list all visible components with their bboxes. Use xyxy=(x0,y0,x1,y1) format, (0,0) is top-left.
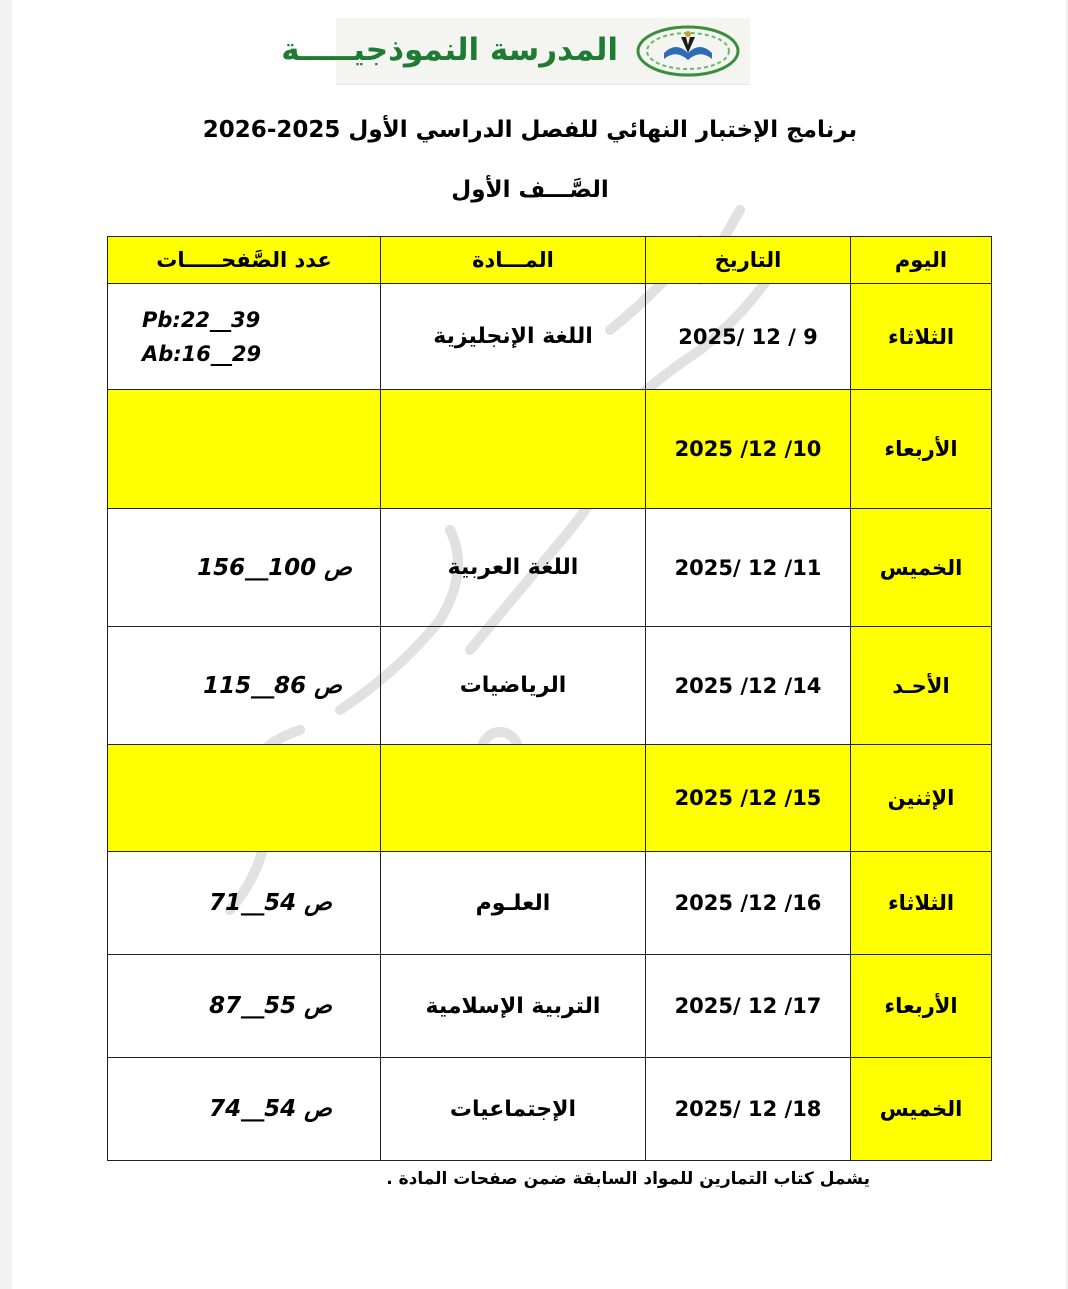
date-cell: 2025/ 12 / 9 xyxy=(646,284,851,390)
day-cell: الخميس xyxy=(851,1058,992,1161)
day-cell: الإثنين xyxy=(851,745,992,852)
school-emblem-icon xyxy=(634,23,742,79)
day-cell: الأربعاء xyxy=(851,955,992,1058)
subject-cell xyxy=(381,390,646,509)
day-cell: الثلاثاء xyxy=(851,284,992,390)
date-cell: 2025/ 12 /11 xyxy=(646,509,851,627)
day-cell: الأحـد xyxy=(851,627,992,745)
date-cell: 2025 /12 /14 xyxy=(646,627,851,745)
header-subject: المـــادة xyxy=(381,237,646,284)
day-cell: الأربعاء xyxy=(851,390,992,509)
footnote: يشمل كتاب التمارين للمواد السابقة ضمن صفحات المادة . xyxy=(386,1169,870,1189)
subject-cell xyxy=(381,745,646,852)
subject-cell: الإجتماعيات xyxy=(381,1058,646,1161)
pages-cell xyxy=(108,284,381,390)
pages-cell xyxy=(108,745,381,852)
day-cell: الثلاثاء xyxy=(851,852,992,955)
header-day: اليوم xyxy=(851,237,992,284)
table-header-row xyxy=(108,237,992,284)
header-pages: عدد الصَّفحـــــات xyxy=(108,237,381,284)
pages-range: ص 54__74 xyxy=(209,1096,332,1122)
day-cell: الخميس xyxy=(851,509,992,627)
pages-ab: Ab:16__29 xyxy=(142,341,262,366)
subject-cell: اللغة العربية xyxy=(381,509,646,627)
pages-cell xyxy=(108,390,381,509)
pages-range: ص 100__156 xyxy=(197,554,352,581)
header-date: التاريخ xyxy=(646,237,851,284)
date-cell: 2025/ 12 /17 xyxy=(646,955,851,1058)
pages-cell xyxy=(108,1058,381,1161)
pages-cell xyxy=(108,627,381,745)
subject-cell: الرياضيات xyxy=(381,627,646,745)
table-row-highlighted xyxy=(108,745,992,852)
school-name: المدرسة النموذجيـــــة xyxy=(281,32,618,68)
pages-cell xyxy=(108,852,381,955)
pages-range: ص 86__115 xyxy=(203,672,342,699)
pages-range: ص 55__87 xyxy=(209,993,332,1019)
table-row-highlighted xyxy=(108,390,992,509)
date-cell: 2025 /12 /16 xyxy=(646,852,851,955)
date-cell: 2025 /12 /15 xyxy=(646,745,851,852)
table-row xyxy=(108,852,992,955)
exam-schedule-table xyxy=(107,236,992,1161)
pages-cell xyxy=(108,509,381,627)
table-row xyxy=(108,284,992,390)
pages-cell xyxy=(108,955,381,1058)
school-logo xyxy=(281,18,750,85)
table-row xyxy=(108,955,992,1058)
subject-cell: العلـوم xyxy=(381,852,646,955)
pages-pb: Pb:22__39 xyxy=(142,307,261,332)
page-title: برنامج الإختبار النهائي للفصل الدراسي الأول 2025-2026 xyxy=(202,117,858,143)
table-row xyxy=(108,1058,992,1161)
date-cell: 2025 /12 /10 xyxy=(646,390,851,509)
date-cell: 2025/ 12 /18 xyxy=(646,1058,851,1161)
grade-title: الصَّـــف الأول xyxy=(451,177,609,203)
pages-range: ص 54__71 xyxy=(209,890,332,916)
subject-cell: التربية الإسلامية xyxy=(381,955,646,1058)
table-row xyxy=(108,509,992,627)
table-row xyxy=(108,627,992,745)
subject-cell: اللغة الإنجليزية xyxy=(381,284,646,390)
